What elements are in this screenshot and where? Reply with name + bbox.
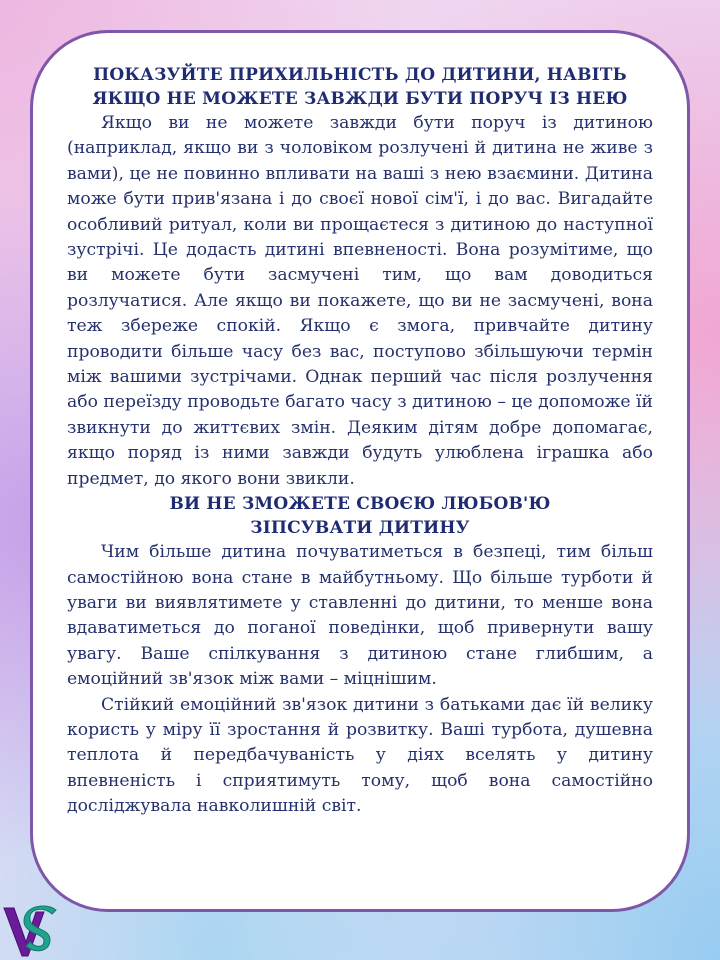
section1-body: Якщо ви не можете завжди бути поруч із дитиною (наприклад, якщо ви з чоловіком розлучені й дитина не живе з вами), це не повинно впливати на ваші з нею взаємини. Дитина може бути прив'язана і до своєї нової сім'ї, і до вас. Вигадайте особливий ритуал, коли ви прощаєтеся з дитиною до наступної зустрічі. Це додасть дитині впевненості. Вона розумітиме, що ви можете бути засмучені тим, що вам доводиться розлучатися. Але якщо ви покажете, що ви не засмучені, вона теж збереже спокій. Якщо є змога, привчайте дитину проводити більше часу без вас, поступово збільшуючи термін між вашими зустрічами. Однак перший час після розлучення або переїзду проводьте багато часу з дитиною – це допоможе їй звикнути до життєвих змін. Деяким дітям добре допомагає, якщо поряд із ними завжди будуть улюблена іграшка або предмет, до якого вони звикли. xyxy=(67,113,653,489)
vs-logo xyxy=(0,898,60,960)
section1-title-line1: ПОКАЗУЙТЕ ПРИХИЛЬНІСТЬ ДО ДИТИНИ, НАВІТЬ xyxy=(93,65,627,85)
section1-title-line2: ЯКЩО НЕ МОЖЕТЕ ЗАВЖДИ БУТИ ПОРУЧ ІЗ НЕЮ xyxy=(92,89,628,109)
content-card xyxy=(30,30,690,912)
section1-title xyxy=(67,63,653,111)
section2-title-line2: ЗІПСУВАТИ ДИТИНУ xyxy=(250,518,470,539)
section2-title-line1: ВИ НЕ ЗМОЖЕТЕ СВОЄЮ ЛЮБОВ'Ю xyxy=(169,494,551,515)
section2-title xyxy=(67,492,653,540)
section2-body-1: Чим більше дитина почуватиметься в безпеці, тим більш самостійною вона стане в майбутньому. Що більше турботи й уваги ви виявлятимете у ставленні до дитини, то менше вона вдаватиметься до поганої поведінки, щоб привернути вашу увагу. Ваше спілкування з дитиною стане глибшим, а емоційний зв'язок між вами – міцнішим. xyxy=(67,542,653,690)
section2-body-2: Стійкий емоційний зв'язок дитини з батьками дає їй велику користь у міру її зростання й розвитку. Ваші турбота, душевна теплота й передбачуваність у діях вселять у дитину впевненість і сприятимуть тому, щоб вона самостійно досліджувала навколишній світ. xyxy=(67,694,653,817)
